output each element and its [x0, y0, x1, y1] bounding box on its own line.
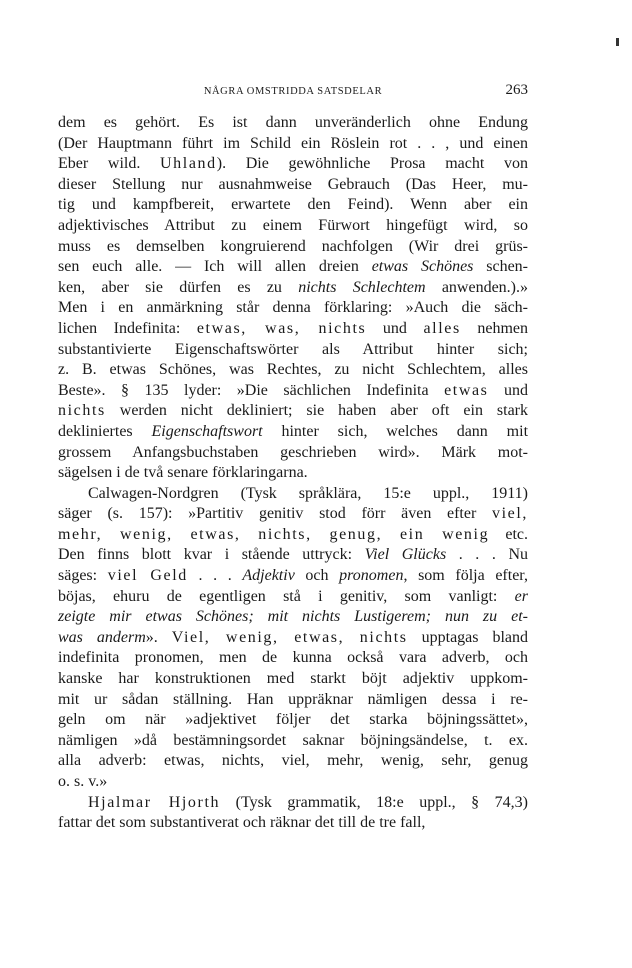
- text-segment: Adjektiv: [242, 567, 295, 585]
- text-segment: kanske har konstruktionen med starkt böjt adjektiv uppkom-: [58, 670, 528, 688]
- text-segment: nehmen: [460, 319, 528, 337]
- text-segment: sen euch alle. — Ich will allen dreien: [58, 258, 372, 276]
- text-segment: etwas Schönes: [371, 258, 474, 276]
- text-line: [58, 669, 528, 690]
- text-segment: nichts Schlechtem: [298, 278, 426, 296]
- text-segment: z. B. etwas Schönes, was Rechtes, zu nicht Schlechtem, alles: [58, 361, 528, 379]
- text-line: [58, 628, 528, 649]
- text-segment: alla adverb: etwas, nichts, viel, mehr, wenig, sehr, genug: [58, 752, 528, 770]
- text-line: [58, 319, 528, 340]
- text-segment: und: [488, 381, 528, 399]
- text-line: [58, 237, 528, 258]
- text-line: [58, 566, 528, 587]
- text-line: [58, 113, 528, 134]
- text-segment: o. s. v.»: [58, 773, 108, 790]
- text-segment: Viel, wenig, etwas, nichts: [171, 628, 408, 646]
- text-line: [58, 175, 528, 196]
- text-segment: etc.: [489, 525, 528, 543]
- text-line: [58, 648, 528, 669]
- text-line: [58, 772, 528, 793]
- text-line: [58, 422, 528, 443]
- text-line: [58, 484, 528, 505]
- text-segment: böjas, ehuru de egentligen stå i genitiv, som vanligt:: [58, 587, 515, 605]
- text-line: [58, 134, 528, 155]
- text-segment: mit ur sådan ställning. Han uppräknar nämligen dessa i re-: [58, 690, 528, 708]
- text-segment: viel,: [492, 505, 528, 523]
- text-segment: (Tysk grammatik, 18:e uppl., § 74,3): [220, 793, 528, 811]
- text-segment: ). Die gewöhnliche Prosa macht von: [216, 155, 528, 173]
- text-segment: Den finns blott kvar i stående uttryck:: [58, 546, 365, 564]
- text-segment: Eber wild.: [58, 155, 161, 173]
- text-segment: etwas, was, nichts: [196, 319, 367, 337]
- text-segment: pronomen: [339, 567, 404, 585]
- text-line: [58, 793, 528, 814]
- text-line: [58, 607, 528, 628]
- text-segment: lichen Indefinita:: [58, 319, 197, 337]
- text-segment: hinter sich, welches dann mit: [262, 422, 529, 440]
- margin-mark: [616, 38, 619, 46]
- text-line: [58, 690, 528, 711]
- text-segment: schen-: [473, 258, 529, 276]
- text-line: [58, 298, 528, 319]
- text-segment: zeigte mir etwas Schönes; mit nichts Lustigerem; nun zu et-: [58, 608, 528, 626]
- text-line: [58, 154, 528, 175]
- text-line: [58, 504, 528, 525]
- text-segment: dekliniertes: [58, 422, 152, 440]
- text-segment: ken, aber sie dürfen es zu: [58, 278, 299, 296]
- text-segment: und: [366, 319, 424, 337]
- text-line: [58, 525, 528, 546]
- text-segment: ».: [145, 628, 172, 646]
- text-segment: . . . Nu: [446, 546, 528, 564]
- text-segment: Calwagen-Nordgren (Tysk språklära, 15:e uppl., 1911): [88, 484, 528, 502]
- text-segment: werden nicht dekliniert; sie haben aber oft ein stark: [105, 402, 528, 420]
- text-segment: anwenden.).»: [425, 278, 529, 296]
- text-line: [58, 751, 528, 772]
- text-segment: . . .: [187, 567, 243, 585]
- text-line: [58, 443, 528, 464]
- body-text: [58, 113, 528, 834]
- text-segment: Beste». § 135 lyder: »Die sächlichen Indefinita: [58, 381, 445, 399]
- text-segment: fattar det som substantiverat och räknar det till de tre fall,: [58, 814, 426, 832]
- text-segment: Men i en anmärkning står denna förklaring: »Auch die säch-: [58, 299, 528, 317]
- text-segment: muss es demselben kongruierend nachfolgen (Wir drei grüs-: [58, 237, 528, 255]
- text-segment: sägelsen i de två senare förklaringarna.: [58, 464, 308, 482]
- text-line: [58, 463, 528, 484]
- text-segment: dieser Stellung nur ausnahmweise Gebrauch (Das Heer, mu-: [58, 175, 528, 193]
- text-line: [58, 195, 528, 216]
- text-segment: substantivierte Eigenschaftswörter als Attribut hinter sich;: [58, 340, 528, 358]
- text-segment: er: [514, 587, 528, 605]
- text-segment: tig und kampfbereit, erwartete den Feind). Wenn aber ein: [58, 196, 528, 214]
- text-line: [58, 340, 528, 361]
- running-head: NÅGRA OMSTRIDDA SATSDELAR: [203, 86, 383, 97]
- text-line: [58, 381, 528, 402]
- text-segment: upptagas bland: [407, 628, 529, 646]
- text-segment: geln om när »adjektivet följer det starka böjningssättet»,: [58, 711, 528, 729]
- text-segment: etwas: [444, 381, 489, 399]
- text-segment: adjektivisches Attribut zu einem Fürwort hingefügt wird, so: [58, 216, 528, 234]
- text-segment: nichts: [58, 402, 106, 420]
- text-segment: grossem Anfangsbuchstaben geschrieben wird». Märk mot-: [58, 443, 528, 461]
- text-segment: , som följa efter,: [403, 567, 528, 585]
- text-line: [58, 731, 528, 752]
- text-line: [58, 216, 528, 237]
- text-line: [58, 587, 528, 608]
- text-segment: alles: [423, 319, 461, 337]
- page-header: [58, 82, 528, 102]
- text-segment: (Der Hauptmann führt im Schild ein Röslein rot . . , und einen: [58, 134, 528, 152]
- text-line: [58, 545, 528, 566]
- text-segment: Viel Glücks: [364, 546, 447, 564]
- text-line: [58, 278, 528, 299]
- text-line: [58, 813, 528, 834]
- text-line: [58, 360, 528, 381]
- text-segment: och: [294, 567, 340, 585]
- text-segment: Hjalmar Hjorth: [88, 793, 221, 811]
- text-segment: viel Geld: [107, 567, 188, 585]
- text-segment: dem es gehört. Es ist dann unveränderlich ohne Endung: [58, 114, 528, 131]
- text-segment: säges:: [58, 567, 108, 585]
- text-segment: indefinita pronomen, men de kunna också vara adverb, och: [58, 649, 528, 667]
- text-segment: mehr, wenig, etwas, nichts, genug, ein wenig: [58, 525, 490, 543]
- text-line: [58, 710, 528, 731]
- text-segment: Uhland: [160, 155, 217, 173]
- text-segment: nämligen »då bestämningsordet saknar böjningsändelse, t. ex.: [58, 731, 528, 749]
- page-number: 263: [505, 82, 528, 98]
- text-line: [58, 257, 528, 278]
- text-segment: was anderm: [58, 628, 146, 646]
- text-line: [58, 401, 528, 422]
- text-segment: Eigenschaftswort: [151, 422, 263, 440]
- text-segment: säger (s. 157): »Partitiv genitiv stod förr även efter: [58, 505, 492, 523]
